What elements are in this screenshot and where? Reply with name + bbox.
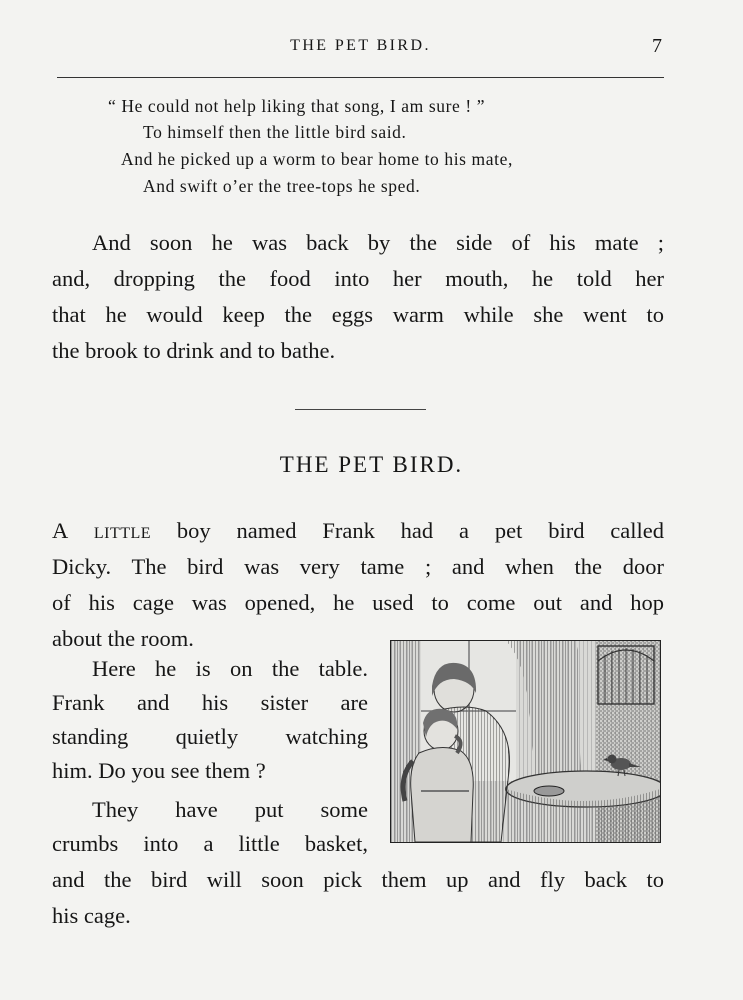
text-line: Frank and his sister are	[52, 690, 368, 715]
text-line: him. Do you see them ?	[52, 758, 266, 783]
drop-word: A little	[52, 518, 152, 543]
text-line: standing quietly watching	[52, 724, 368, 749]
text-line: and, dropping the food into her mouth, he told her	[52, 266, 664, 291]
text-line: Dicky. The bird was very tame ; and when the door	[52, 554, 664, 579]
text-line: And soon he was back by the side of his mate ;	[92, 230, 664, 255]
text-line: of his cage was opened, he used to come out and hop	[52, 590, 664, 615]
verse-line: And he picked up a worm to bear home to his mate,	[121, 149, 513, 169]
story-paragraph-3	[52, 793, 368, 861]
story-paragraph-1	[52, 513, 664, 657]
story-paragraph-2	[52, 652, 368, 788]
section-divider	[295, 409, 426, 410]
verse-line: And swift o’er the tree-tops he sped.	[143, 176, 421, 196]
running-head	[57, 33, 664, 63]
text-fragment: boy named Frank had a pet bird called	[151, 518, 665, 543]
verse-line: To himself then the little bird said.	[143, 122, 407, 142]
text-line: They have put some	[92, 797, 368, 822]
engraving-illustration	[390, 640, 661, 843]
running-title: THE PET BIRD.	[290, 37, 431, 54]
children-and-bird-engraving	[391, 641, 660, 842]
text-line: and the bird will soon pick them up and fly back to	[52, 867, 664, 892]
text-line: about the room.	[52, 626, 194, 651]
text-line: Here he is on the table.	[92, 656, 368, 681]
text-line: crumbs into a little basket,	[52, 831, 368, 856]
prose-paragraph	[52, 225, 664, 369]
header-rule	[57, 77, 664, 78]
verse-line: “ He could not help liking that song, I am sure ! ”	[108, 96, 486, 116]
page-number: 7	[652, 35, 662, 57]
section-title: THE PET BIRD.	[279, 452, 464, 477]
text-line: that he would keep the eggs warm while she went to	[52, 302, 664, 327]
text-line: his cage.	[52, 903, 131, 928]
text-line	[52, 513, 664, 549]
text-line: the brook to drink and to bathe.	[52, 338, 336, 363]
story-paragraph-3-continued	[52, 862, 664, 934]
